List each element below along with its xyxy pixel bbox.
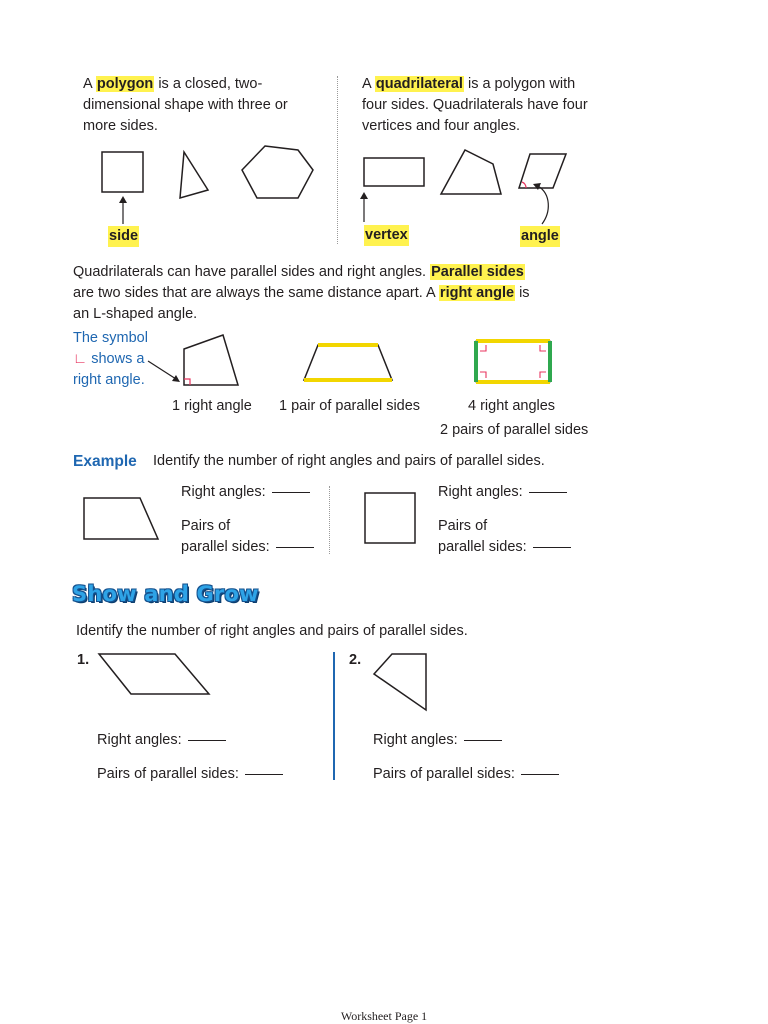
answer-blank[interactable] bbox=[276, 547, 314, 548]
caption-one-pair-parallel: 1 pair of parallel sides bbox=[279, 398, 421, 414]
symbol-arrow bbox=[148, 361, 176, 379]
question-2-shape bbox=[368, 650, 438, 720]
rectangle-four-right-angles bbox=[476, 341, 550, 382]
question-1-shape bbox=[95, 650, 215, 700]
answer-blank[interactable] bbox=[464, 740, 502, 741]
example-square bbox=[365, 493, 415, 543]
q2-right-angles: Right angles: bbox=[373, 730, 502, 751]
rectangle-shape bbox=[364, 158, 424, 186]
example-parallelogram bbox=[84, 498, 158, 539]
question-2-number: 2. bbox=[349, 652, 362, 668]
angle-mark bbox=[522, 182, 526, 188]
hexagon-shape bbox=[242, 146, 313, 198]
quadrilateral-definition: A quadrilateral is a polygon with four sides. Quadrilaterals have four vertices and four angles. bbox=[362, 76, 588, 134]
page-footer: Worksheet Page 1 bbox=[340, 1009, 428, 1023]
q2-quadrilateral bbox=[374, 654, 426, 710]
term-parallel-sides: Parallel sides bbox=[431, 264, 524, 280]
caption-two-pairs-parallel: 2 pairs of parallel sides bbox=[440, 422, 589, 438]
example-heading: Example bbox=[73, 453, 137, 470]
triangle-shape bbox=[180, 152, 208, 198]
example-left-pairs: Pairs of parallel sides: bbox=[181, 516, 314, 558]
caption-four-right-angles: 4 right angles bbox=[468, 398, 556, 414]
right-angle-symbol-icon: ∟ bbox=[73, 351, 88, 367]
answer-blank[interactable] bbox=[529, 492, 567, 493]
term-right-angle: right angle bbox=[439, 285, 515, 301]
question-1-number: 1. bbox=[77, 652, 90, 668]
caption-one-right-angle: 1 right angle bbox=[172, 398, 252, 414]
example-instruction: Identify the number of right angles and pairs of parallel sides. bbox=[153, 453, 545, 469]
answer-blank[interactable] bbox=[272, 492, 310, 493]
label-angle: angle bbox=[520, 226, 560, 247]
label-vertex: vertex bbox=[364, 225, 409, 246]
parallel-paragraph: Quadrilaterals can have parallel sides and right angles. Parallel sides are two sides that are always the same distance apart. A right angle is an L-shaped angle. bbox=[73, 264, 530, 322]
example-right-right-angles: Right angles: bbox=[438, 482, 567, 503]
divider-show-and-grow bbox=[333, 652, 335, 780]
q1-right-angles: Right angles: bbox=[97, 730, 226, 751]
angle-arrow bbox=[538, 186, 548, 224]
show-and-grow-instruction: Identify the number of right angles and pairs of parallel sides. bbox=[76, 623, 468, 639]
one-right-angle-shape bbox=[184, 335, 238, 385]
q1-parallelogram bbox=[99, 654, 209, 694]
answer-blank[interactable] bbox=[188, 740, 226, 741]
q1-pairs: Pairs of parallel sides: bbox=[97, 764, 283, 785]
symbol-note: The symbol ∟ shows a right angle. bbox=[73, 330, 148, 388]
term-quadrilateral: quadrilateral bbox=[375, 76, 463, 92]
right-angle-examples bbox=[140, 335, 560, 405]
example-right-pairs: Pairs of parallel sides: bbox=[438, 516, 571, 558]
polygon-definition: A polygon is a closed, two- dimensional shape with three or more sides. bbox=[83, 76, 288, 134]
parallelogram-shape bbox=[519, 154, 566, 188]
answer-blank[interactable] bbox=[533, 547, 571, 548]
example-left-right-angles: Right angles: bbox=[181, 482, 310, 503]
divider-example bbox=[329, 486, 330, 554]
answer-blank[interactable] bbox=[521, 774, 559, 775]
answer-blank[interactable] bbox=[245, 774, 283, 775]
trapezoid-shape bbox=[441, 150, 501, 194]
show-and-grow-title: Show and Grow bbox=[72, 582, 259, 606]
parallel-trapezoid-shape bbox=[304, 345, 392, 380]
label-side: side bbox=[108, 226, 139, 247]
term-polygon: polygon bbox=[96, 76, 154, 92]
q2-pairs: Pairs of parallel sides: bbox=[373, 764, 559, 785]
divider-top bbox=[337, 76, 338, 244]
square-shape bbox=[102, 152, 143, 192]
